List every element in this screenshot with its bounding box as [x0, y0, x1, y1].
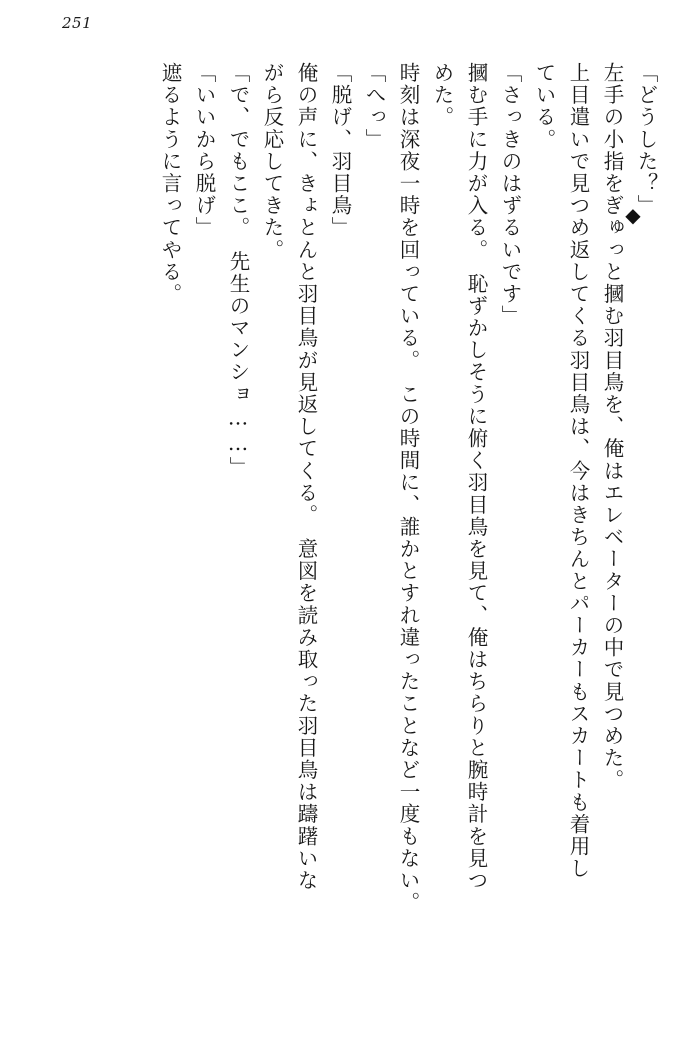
text-column: ている。 — [532, 62, 556, 151]
text-column: 上目遣いで見つめ返してくる羽目鳥は、今はきちんとパーカーもスカートも着用し — [566, 62, 590, 880]
page-number: 251 — [62, 14, 93, 32]
text-column: めた。 — [430, 62, 454, 129]
text-column: 遮るように言ってやる。 — [158, 62, 182, 306]
text-column: がら反応してきた。 — [260, 62, 284, 261]
text-column: 「さっきのはずるいです」 — [498, 62, 522, 328]
text-column: 俺の声に、きょとんと羽目鳥が見返してくる。 意図を読み取った羽目鳥は躊躇いな — [294, 62, 318, 892]
text-column: 時刻は深夜一時を回っている。 この時間に、誰かとすれ違ったことなど一度もない。 — [396, 62, 420, 914]
text-column: 「で、でもここ。 先生のマンショ……」 — [226, 62, 250, 479]
text-column: 左手の小指をぎゅっと摑む羽目鳥を、俺はエレベーターの中で見つめた。 — [600, 62, 624, 792]
vertical-text-block — [30, 62, 656, 1014]
text-column: 「へっ」 — [362, 62, 386, 151]
diamond-ornament-icon: ◆ — [625, 203, 641, 227]
text-column: 「どうした？」 — [634, 62, 658, 217]
text-column: 「脱げ、羽目鳥」 — [328, 62, 352, 239]
text-column: 「いいから脱げ」 — [192, 62, 216, 239]
text-column: 摑む手に力が入る。 恥ずかしそうに俯く羽目鳥を見て、俺はちらりと腕時計を見つ — [464, 62, 488, 892]
